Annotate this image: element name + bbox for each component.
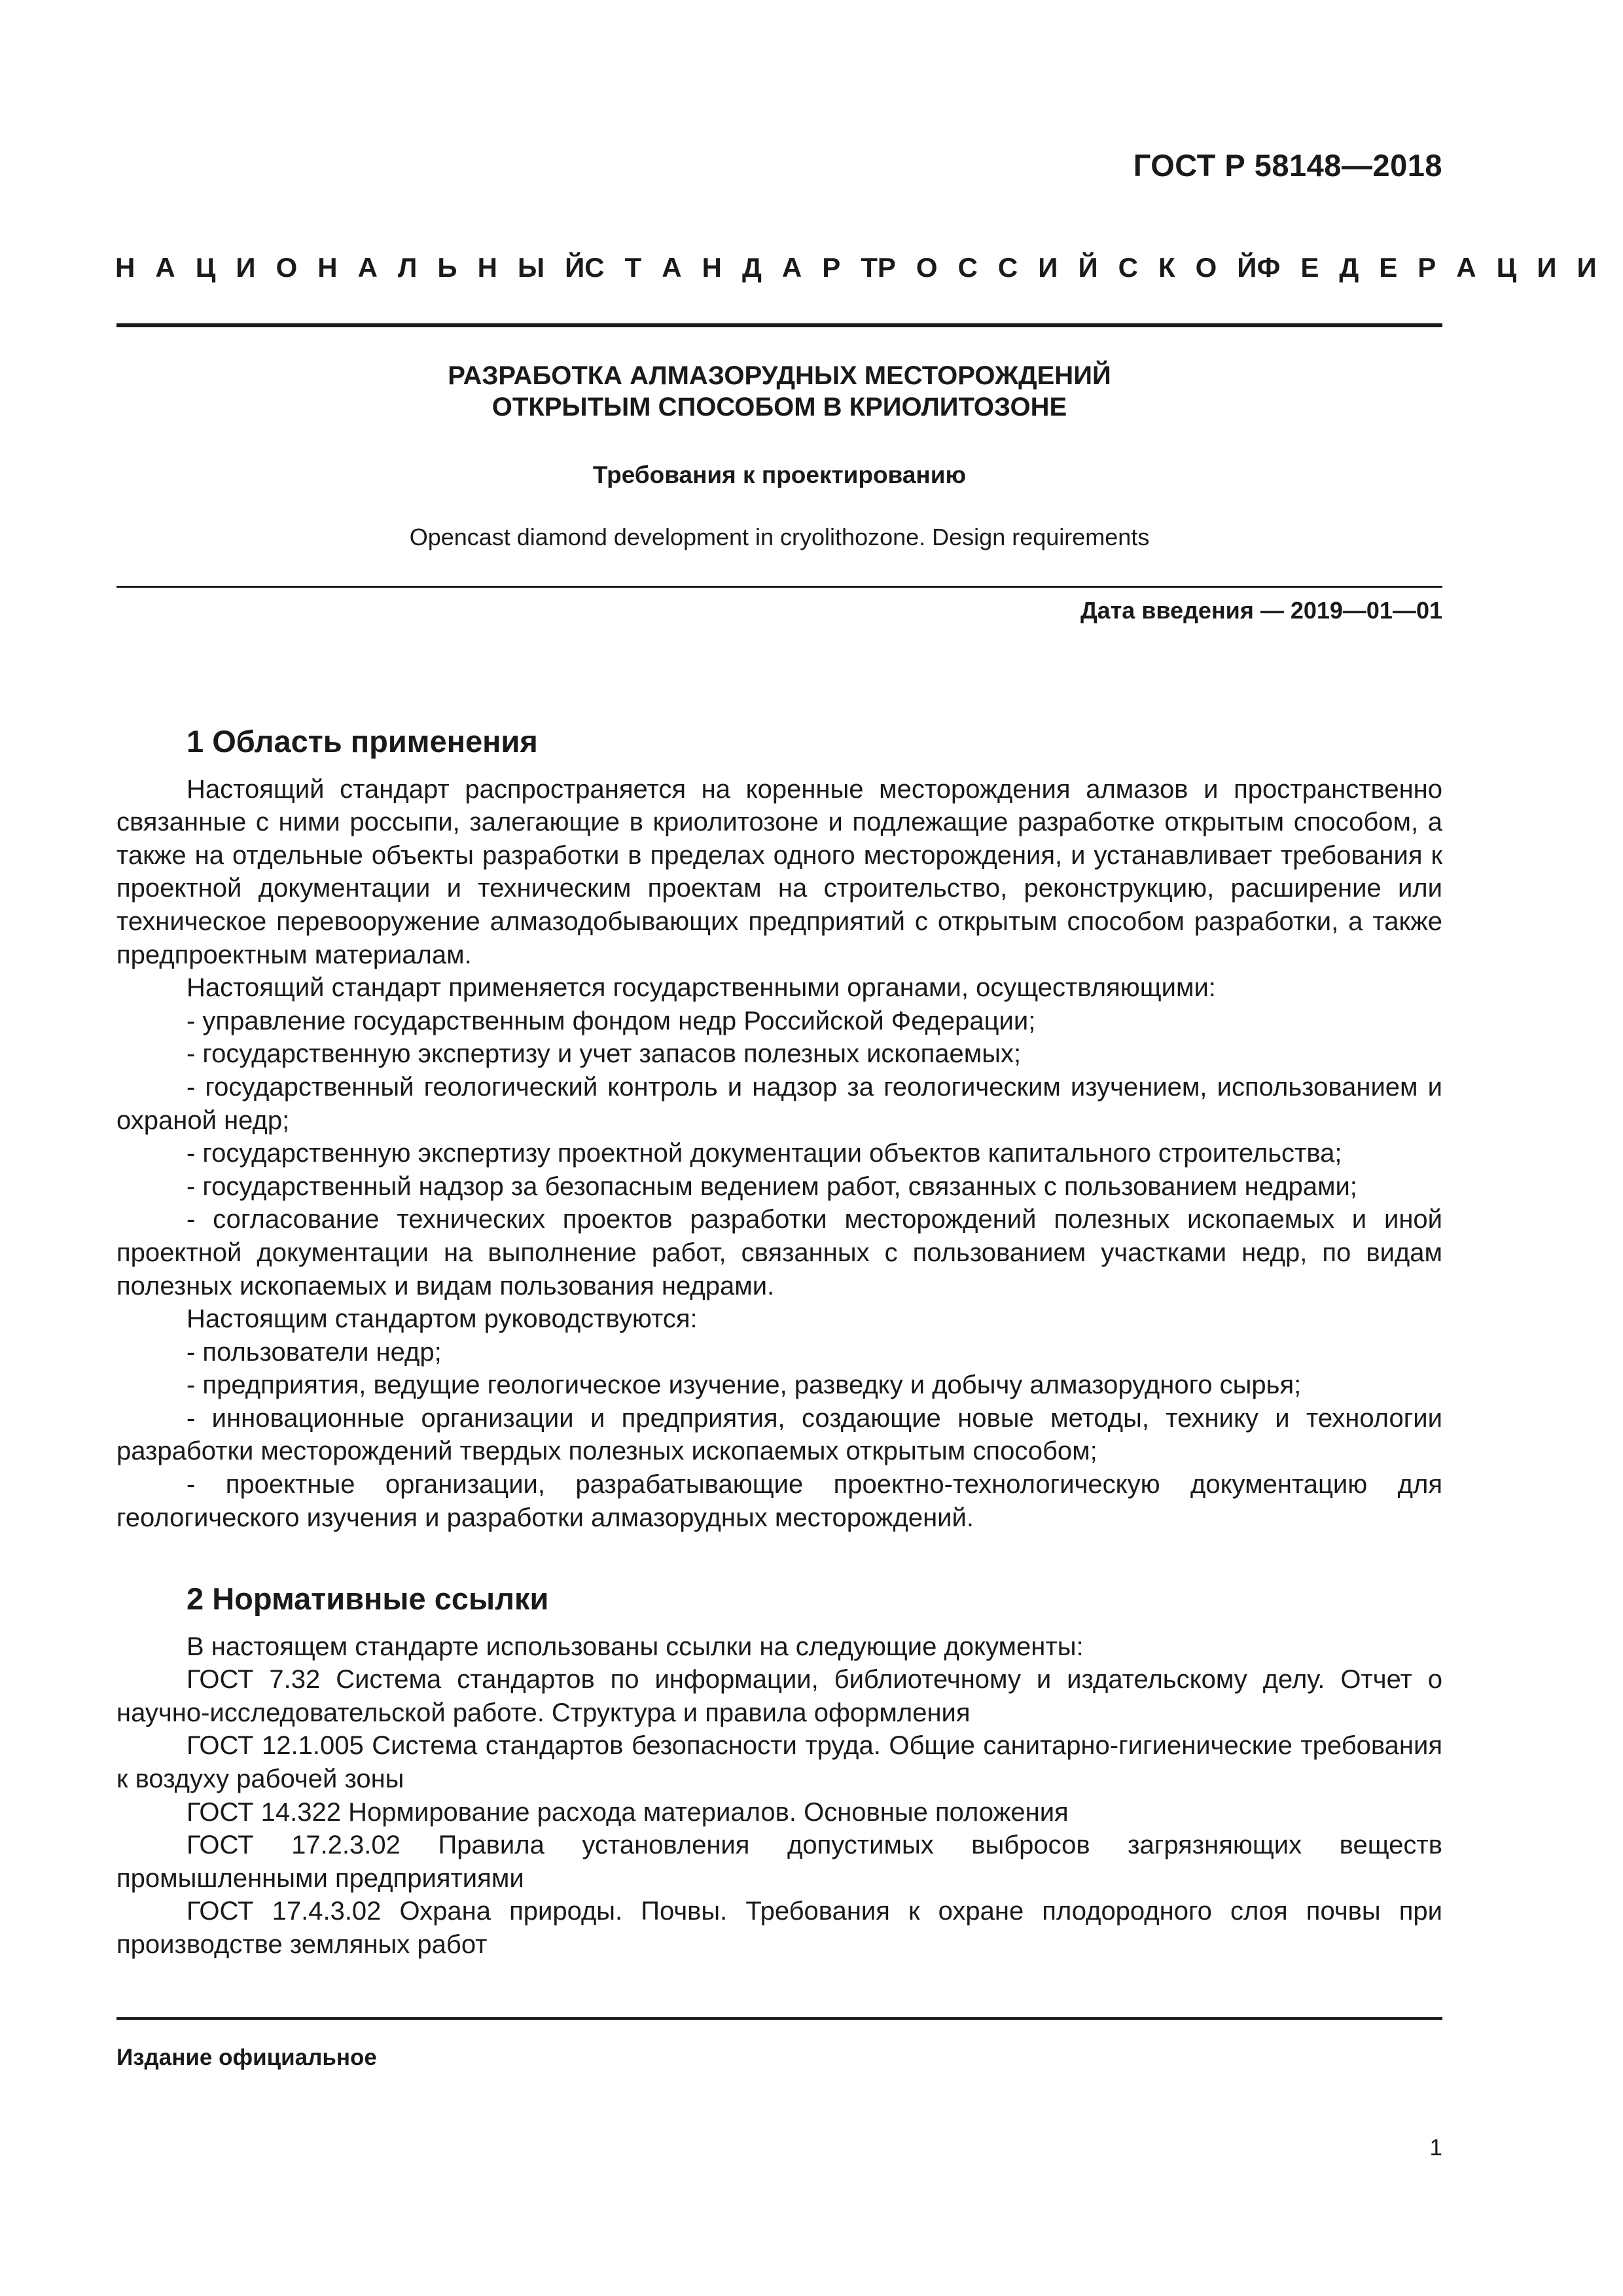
- section-1-list-item: - управление государственным фондом недр Российской Федерации;: [187, 1006, 1036, 1035]
- title-line-1: РАЗРАБОТКА АЛМАЗОРУДНЫХ МЕСТОРОЖДЕНИЙ: [448, 361, 1111, 390]
- section-1-heading: 1 Область применения: [187, 724, 538, 759]
- section-2-heading: 2 Нормативные ссылки: [187, 1581, 549, 1616]
- english-title: Opencast diamond development in cryolithozone. Design requirements: [409, 524, 1150, 550]
- section-1: [116, 725, 1442, 1534]
- section-1-list-item: - предприятия, ведущие геологическое изучение, разведку и добычу алмазорудного сырья;: [187, 1371, 1302, 1400]
- national-standard-banner: [115, 252, 1597, 283]
- official-edition-label: Издание официальное: [116, 2045, 377, 2070]
- introduction-date: Дата введения — 2019—01—01: [1080, 597, 1442, 624]
- banner-word-4: Ф Е Д Е Р А Ц И И: [1257, 252, 1597, 283]
- normative-reference: ГОСТ 12.1.005 Система стандартов безопасности труда. Общие санитарно-гигиенические требования к воздуху рабочей зоны: [116, 1731, 1442, 1793]
- section-2: [116, 1583, 1442, 1962]
- section-1-list-item: - согласование технических проектов разработки месторождений полезных ископаемых и иной проектной документации на выполнение работ, связанных с пользованием участками недр, по видам полезных ископаемых и видам пользования недрами.: [116, 1205, 1442, 1300]
- title-rule: [116, 586, 1442, 588]
- banner-word-1: Н А Ц И О Н А Л Ь Н Ы Й: [115, 252, 585, 283]
- title-line-2: ОТКРЫТЫМ СПОСОБОМ В КРИОЛИТОЗОНЕ: [491, 393, 1067, 422]
- section-1-list-item: - государственную экспертизу и учет запасов полезных ископаемых;: [187, 1039, 1022, 1069]
- section-1-list-item: - инновационные организации и предприятия, создающие новые методы, технику и технологии разработки месторождений твердых полезных ископаемых открытым способом;: [116, 1403, 1442, 1466]
- normative-reference: ГОСТ 7.32 Система стандартов по информации, библиотечному и издательскому делу. Отчет о научно-исследовательской работе. Структура и правила оформления: [116, 1665, 1442, 1727]
- normative-reference: ГОСТ 17.4.3.02 Охрана природы. Почвы. Требования к охране плодородного слоя почвы при производстве земляных работ: [116, 1897, 1442, 1959]
- banner-word-2: С Т А Н Д А Р Т: [584, 252, 878, 283]
- section-1-list-item: - государственную экспертизу проектной документации объектов капитального строительства;: [187, 1139, 1342, 1168]
- section-1-paragraph: Настоящий стандарт применяется государственными органами, осуществляющими:: [187, 973, 1216, 1003]
- page-number: 1: [1429, 2135, 1442, 2161]
- document-number: ГОСТ Р 58148—2018: [1133, 148, 1442, 183]
- normative-reference: ГОСТ 14.322 Нормирование расхода материалов. Основные положения: [187, 1797, 1069, 1827]
- section-1-paragraph: Настоящим стандартом руководствуются:: [187, 1304, 698, 1334]
- normative-reference: ГОСТ 17.2.3.02 Правила установления допустимых выбросов загрязняющих веществ промышленными предприятиями: [116, 1831, 1442, 1893]
- footer-rule: [116, 2017, 1442, 2020]
- section-1-paragraph: Настоящий стандарт распространяется на коренные месторождения алмазов и пространственно связанные с ними россыпи, залегающие в криолитозоне и подлежащие разработке открытым способом, а также на отдельные объекты разработки в пределах одного месторождения, и устанавливает требования к проектной документации и техническим проектам на строительство, реконструкцию, расширение или техническое перевооружение алмазодобывающих предприятий с открытым способом разработки, а также предпроектным материалам.: [116, 774, 1442, 969]
- banner-word-3: Р О С С И Й С К О Й: [877, 252, 1257, 283]
- section-2-paragraph: В настоящем стандарте использованы ссылки на следующие документы:: [187, 1632, 1084, 1661]
- section-1-list-item: - государственный геологический контроль и надзор за геологическим изучением, использованием и охраной недр;: [116, 1072, 1442, 1135]
- section-1-list-item: - пользователи недр;: [187, 1337, 442, 1367]
- section-1-list-item: - государственный надзор за безопасным ведением работ, связанных с пользованием недрами;: [187, 1172, 1357, 1201]
- section-1-list-item: - проектные организации, разрабатывающие проектно-технологическую документацию для геологического изучения и разработки алмазорудных месторождений.: [116, 1470, 1442, 1532]
- document-subtitle: Требования к проектированию: [592, 461, 967, 488]
- header-rule: [116, 323, 1442, 327]
